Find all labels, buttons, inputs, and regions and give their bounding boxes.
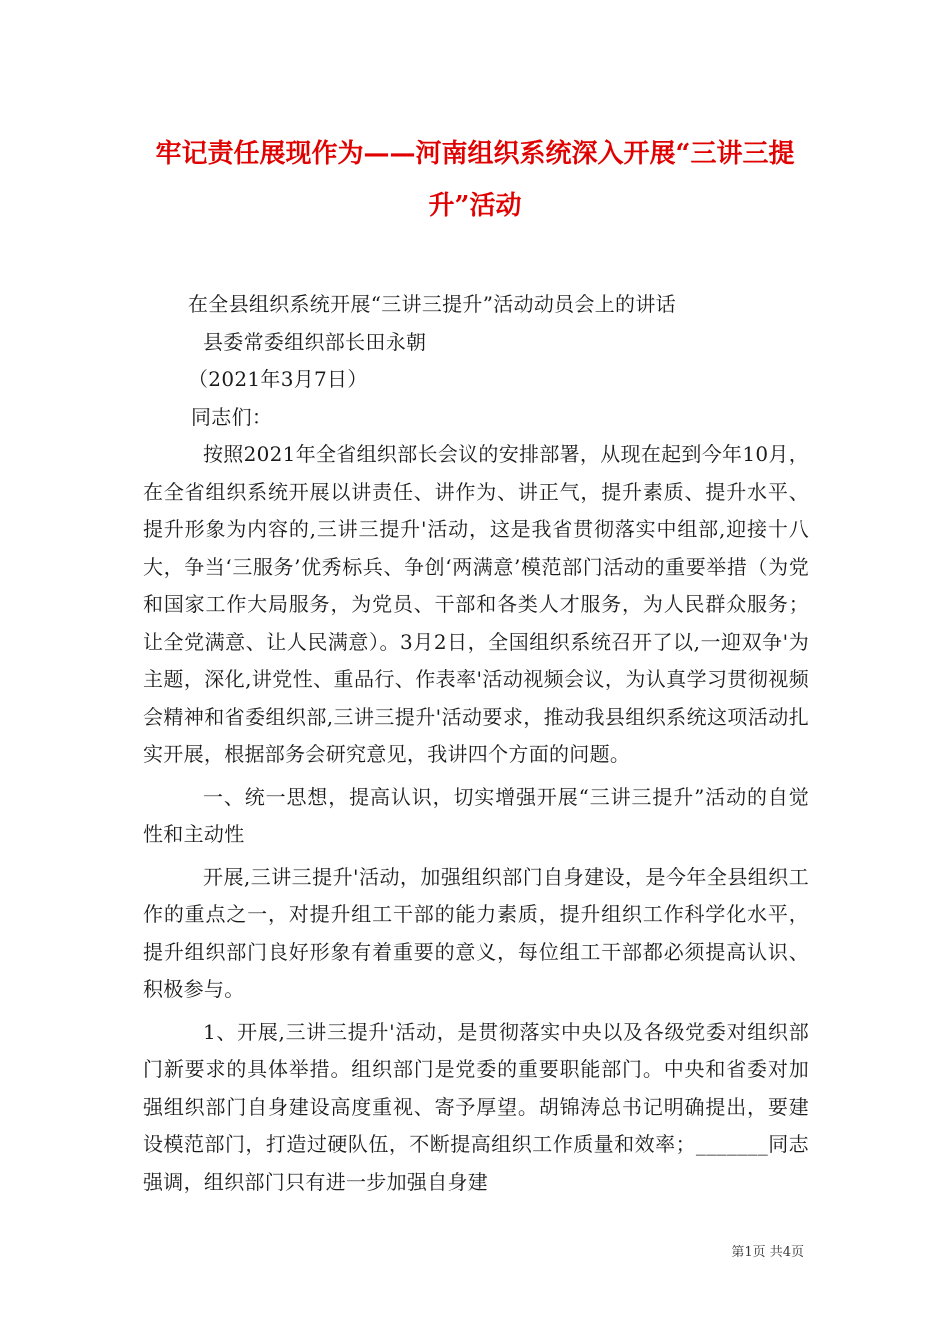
page-number-footer: 第1页 共4页 bbox=[731, 1245, 804, 1260]
body-paragraph: 按照2021年全省组织部长会议的安排部署，从现在起到今年10月，在全省组织系统开展以讲责任、讲作为、讲正气，提升素质、提升水平、提升形象为内容的,三讲三提升'活动，这是我省贯彻落实中组部,迎接十八大，争当‘三服务’优秀标兵、争创‘两满意’模范部门活动的重要举措（为党和国家工作大局服务，为党员、干部和各类人才服务，为人民群众服务；让全党满意、让人民满意）。3月2日，全国组织系统召开了以,一迎双争'为主题，深化,讲党性、重品行、作表率'活动视频会议，为认真学习贯彻视频会精神和省委组织部,三讲三提升'活动要求，推动我县组织系统这项活动扎实开展，根据部务会研究意见，我讲四个方面的问题。 bbox=[143, 442, 809, 766]
speech-subtitle: 在全县组织系统开展“三讲三提升”活动动员会上的讲话 bbox=[188, 292, 676, 316]
section-heading: 一、统一思想，提高认识，切实增强开展“三讲三提升”活动的自觉性和主动性 bbox=[143, 784, 809, 846]
speech-greeting: 同志们： bbox=[191, 404, 273, 429]
body-paragraph: 1、开展,三讲三提升'活动，是贯彻落实中央以及各级党委对组织部门新要求的具体举措。组织部门是党委的重要职能部门。中央和省委对加强组织部门自身建设高度重视、寄予厚望。胡锦涛总书记明确提出，要建设模范部门，打造过硬队伍，不断提高组织工作质量和效率；_______同志强调，组织部门只有进一步加强自身建 bbox=[143, 1019, 809, 1194]
body-paragraph: 开展,三讲三提升'活动，加强组织部门自身建设，是今年全县组织工作的重点之一，对提升组工干部的能力素质，提升组织工作科学化水平，提升组织部门良好形象有着重要的意义，每位组工干部都必须提高认识、积极参与。 bbox=[143, 864, 809, 1001]
speech-date: （2021年3月7日） bbox=[188, 367, 368, 391]
document-body bbox=[143, 286, 809, 1201]
document-title: 牢记责任展现作为——河南组织系统深入开展“三讲三提升”活动 bbox=[155, 139, 795, 221]
speech-author: 县委常委组织部长田永朝 bbox=[203, 329, 427, 354]
